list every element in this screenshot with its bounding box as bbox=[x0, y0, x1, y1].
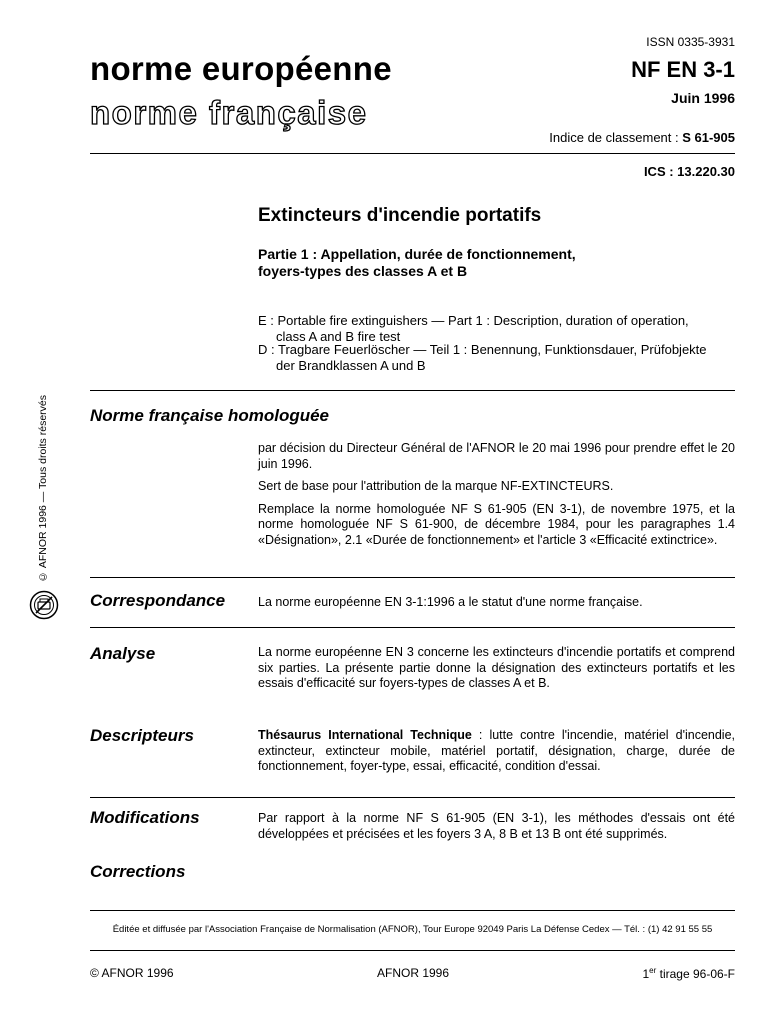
copyright-vertical-text: © AFNOR 1996 — Tous droits réservés bbox=[37, 395, 49, 583]
section-label-correspondance: Correspondance bbox=[90, 591, 226, 610]
indice-value: S 61-905 bbox=[682, 130, 735, 145]
english-title bbox=[258, 313, 738, 345]
german-title bbox=[258, 342, 738, 374]
ics-code: ICS : 13.220.30 bbox=[643, 164, 735, 179]
english-line-2: class A and B fire test bbox=[276, 329, 401, 344]
indice-classement bbox=[549, 130, 735, 145]
section-text-correspondance: La norme européenne EN 3-1:1996 a le statut d'une norme française. bbox=[258, 595, 643, 609]
header-divider bbox=[90, 153, 735, 154]
section-text-modifications: Par rapport à la norme NF S 61-905 (EN 3-1), les méthodes d'essais ont été développées et précisées et les foyers 3 A, 8 B et 13 B ont été supprimés. bbox=[258, 811, 735, 841]
no-photocopy-seal-icon bbox=[29, 590, 59, 620]
footer-tirage bbox=[642, 966, 735, 981]
homologuee-paragraph-1: par décision du Directeur Général de l'AFNOR le 20 mai 1996 pour prendre effet le 20 juin 1996. bbox=[258, 441, 735, 471]
section-label-homologuee: Norme française homologuée bbox=[90, 406, 330, 425]
standard-date: Juin 1996 bbox=[671, 90, 735, 106]
standard-code: NF EN 3-1 bbox=[631, 57, 735, 82]
german-line-1: D : Tragbare Feuerlöscher — Teil 1 : Benennung, Funktionsdauer, Prüfobjekte bbox=[258, 342, 707, 357]
editor-line: Éditée et diffusée par l'Association Française de Normalisation (AFNOR), Tour Europe 92049 Paris La Défense Cedex — Tél. : (1) 42 91 55 55 bbox=[112, 924, 713, 935]
issn-number: ISSN 0335-3931 bbox=[646, 35, 735, 49]
tirage-text: tirage 96-06-F bbox=[656, 967, 735, 981]
section-text-descripteurs bbox=[258, 728, 735, 775]
descripteurs-lead: Thésaurus International Technique bbox=[258, 728, 472, 742]
document-subtitle bbox=[258, 246, 678, 280]
subtitle-line-1: Partie 1 : Appellation, durée de fonctionnement, bbox=[258, 246, 576, 262]
document-title: Extincteurs d'incendie portatifs bbox=[258, 205, 542, 226]
subtitle-line-2: foyers-types des classes A et B bbox=[258, 263, 468, 279]
section-label-descripteurs: Descripteurs bbox=[90, 726, 194, 745]
english-line-1: E : Portable fire extinguishers — Part 1 : Description, duration of operation, bbox=[258, 313, 689, 328]
section-label-corrections: Corrections bbox=[90, 862, 186, 881]
section-text-analyse: La norme européenne EN 3 concerne les extincteurs d'incendie portatifs et comprend six parties. La présente partie donne la désignation des extincteurs portatifs et les essais d'efficacité sur foyers-types de classes A et B. bbox=[258, 645, 735, 690]
tirage-superscript: er bbox=[649, 966, 657, 975]
tirage-number: 1 bbox=[642, 967, 650, 981]
footer-divider bbox=[90, 950, 735, 951]
german-line-2: der Brandklassen A und B bbox=[276, 358, 426, 373]
section-label-modifications: Modifications bbox=[90, 808, 200, 827]
section-label-analyse: Analyse bbox=[90, 644, 156, 663]
section-text-homologuee bbox=[258, 441, 735, 555]
footer-divider bbox=[90, 910, 735, 911]
homologuee-paragraph-2: Sert de base pour l'attribution de la marque NF-EXTINCTEURS. bbox=[258, 479, 614, 493]
homologuee-paragraph-3: Remplace la norme homologuée NF S 61-905 (EN 3-1), de novembre 1975, et la norme homologuée NF S 61-900, de décembre 1984, pour les paragraphes 1.4 «Désignation», 2.1 «Durée de fonctionnement» et l'article 3 «Efficacité extinctrice». bbox=[258, 501, 735, 547]
footer-copyright: © AFNOR 1996 bbox=[90, 966, 174, 980]
indice-label: Indice de classement : bbox=[549, 130, 683, 145]
footer-center: AFNOR 1996 bbox=[377, 966, 450, 980]
title-norme-europeenne: norme européenne bbox=[90, 50, 392, 87]
descripteurs-text: : lutte contre l'incendie, matériel d'incendie, extincteur, extincteur mobile, matériel portatif, désignation, charge, durée de fonctionnement, foyer-type, essai, efficacité, condition d'essai. bbox=[258, 728, 736, 773]
section-divider bbox=[90, 577, 735, 578]
title-norme-francaise: norme française bbox=[90, 94, 368, 131]
section-divider bbox=[90, 797, 735, 798]
section-divider bbox=[90, 627, 735, 628]
section-divider bbox=[90, 390, 735, 391]
